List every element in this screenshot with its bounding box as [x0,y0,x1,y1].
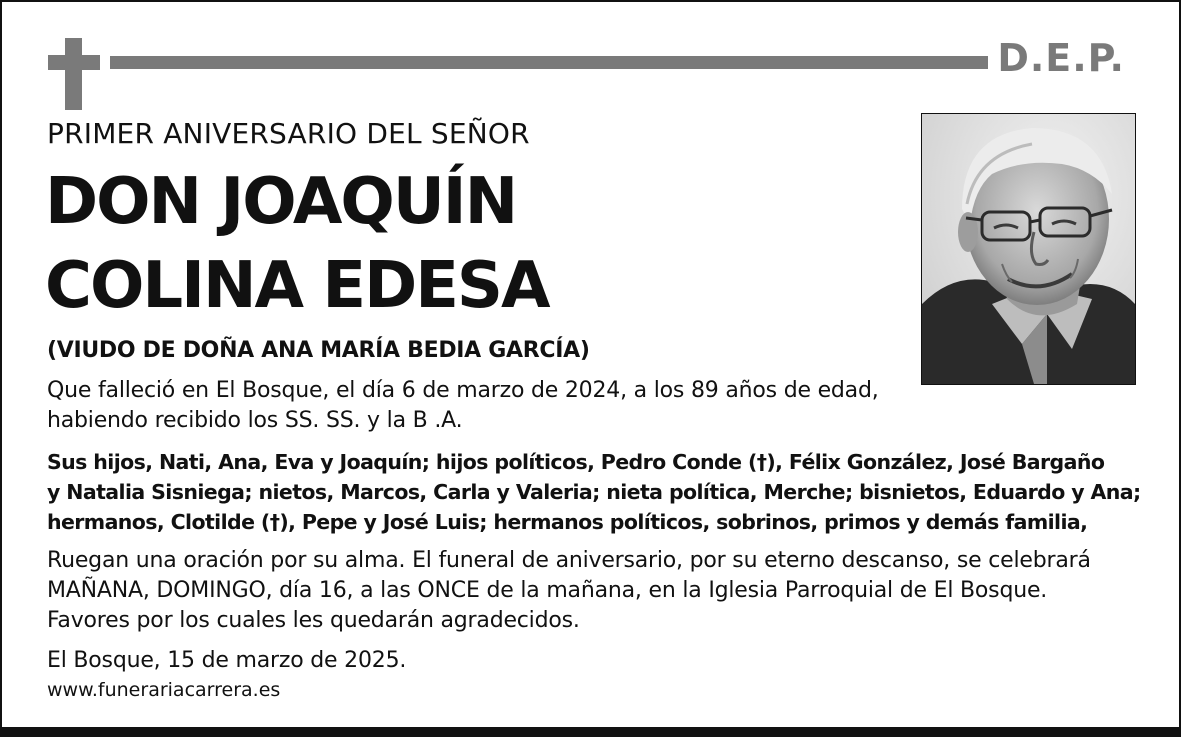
death-info [47,376,879,436]
widower-note: (VIUDO DE DOÑA ANA MARÍA BEDIA GARCÍA) [47,338,590,363]
death-info-line: habiendo recibido los SS. SS. y la B .A. [47,408,463,433]
dep-label: D.E.P. [997,36,1125,80]
cross-icon [48,38,100,110]
family-list-line: Sus hijos, Nati, Ana, Eva y Joaquín; hijos políticos, Pedro Conde (†), Félix González, José Bargaño [47,450,1105,474]
family-list [47,447,1141,537]
funeral-request-line: Favores por los cuales les quedarán agradecidos. [47,608,580,633]
website-text: www.funerariacarrera.es [47,679,281,701]
family-list-line: hermanos, Clotilde (†), Pepe y José Luis; hermanos políticos, sobrinos, primos y demás familia, [47,510,1088,534]
deceased-name-line2: COLINA EDESA [45,249,549,323]
funeral-request-line: MAÑANA, DOMINGO, día 16, a las ONCE de la mañana, en la Iglesia Parroquial de El Bosque. [47,578,1048,603]
family-list-line: y Natalia Sisniega; nietos, Marcos, Carla y Valeria; nieta política, Merche; bisnietos, Eduardo y Ana; [47,480,1141,504]
anniversary-subtitle: PRIMER ANIVERSARIO DEL SEÑOR [47,117,530,150]
portrait-photo [921,113,1136,385]
funeral-request-line: Ruegan una oración por su alma. El funeral de aniversario, por su eterno descanso, se celebrará [47,548,1091,573]
death-info-line: Que falleció en El Bosque, el día 6 de marzo de 2024, a los 89 años de edad, [47,378,879,403]
top-rule [110,56,988,69]
funeral-request [47,546,1091,636]
place-date: El Bosque, 15 de marzo de 2025. [47,648,407,673]
deceased-name-line1: DON JOAQUÍN [45,165,517,239]
bottom-bar [0,727,1181,737]
